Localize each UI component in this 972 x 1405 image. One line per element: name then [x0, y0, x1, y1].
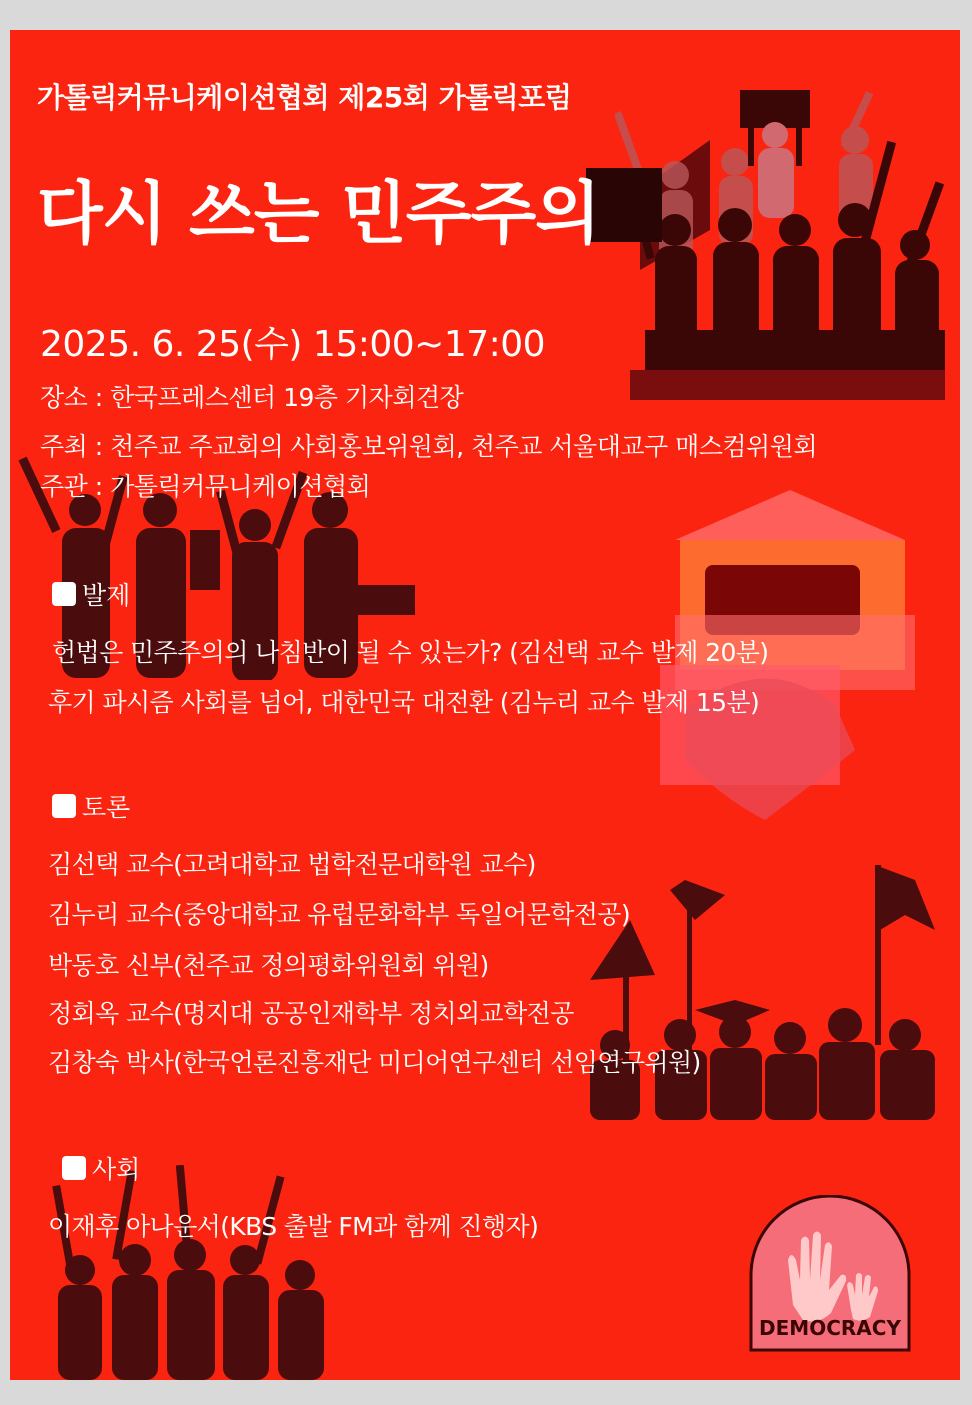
host-text: 주최 : 천주교 주교회의 사회홍보위원회, 천주교 서울대교구 매스컴위원회 [40, 432, 817, 461]
list-item: 김선택 교수(고려대학교 법학전문대학원 교수) [48, 850, 536, 879]
badge-text: DEMOCRACY [759, 1316, 901, 1340]
list-item: 이재후 아나운서(KBS 출발 FM과 함께 진행자) [48, 1212, 539, 1241]
event-subtitle: 가톨릭커뮤니케이션협회 제25회 가톨릭포럼 [37, 81, 572, 114]
section-heading: 토론 [82, 793, 131, 822]
section-moderator [62, 1150, 140, 1186]
list-item: 김창숙 박사(한국언론진흥재단 미디어연구센터 선임연구위원) [48, 1048, 701, 1077]
section-heading: 사회 [92, 1155, 141, 1184]
list-item: 정회옥 교수(명지대 공공인재학부 정치외교학전공 [48, 999, 574, 1028]
bullet-square-icon [52, 582, 76, 606]
protest-crowd-illustration [615, 80, 955, 400]
section-heading: 발제 [82, 581, 131, 610]
section-discussion [52, 788, 130, 824]
list-item: 김누리 교수(중앙대학교 유럽문화학부 독일어문학전공) [48, 900, 630, 929]
section-presentation [52, 576, 130, 612]
democracy-badge [743, 1195, 918, 1355]
bullet-square-icon [62, 1156, 86, 1180]
crowd-bottom-illustration [40, 1165, 340, 1380]
bullet-square-icon [52, 794, 76, 818]
forum-poster [10, 30, 960, 1380]
list-item: 박동호 신부(천주교 정의평화위원회 위원) [48, 951, 489, 980]
organizer-text: 주관 : 가톨릭커뮤니케이션협회 [40, 472, 371, 501]
page-title: 다시 쓰는 민주주의 [37, 175, 600, 254]
list-item: 후기 파시즘 사회를 넘어, 대한민국 대전환 (김누리 교수 발제 15분) [48, 688, 760, 717]
venue-text: 장소 : 한국프레스센터 19층 기자회견장 [40, 383, 464, 412]
list-item: 헌법은 민주주의의 나침반이 될 수 있는가? (김선택 교수 발제 20분) [52, 638, 769, 667]
event-datetime: 2025. 6. 25(수) 15:00~17:00 [40, 324, 546, 365]
graduates-flags-illustration [575, 860, 950, 1120]
